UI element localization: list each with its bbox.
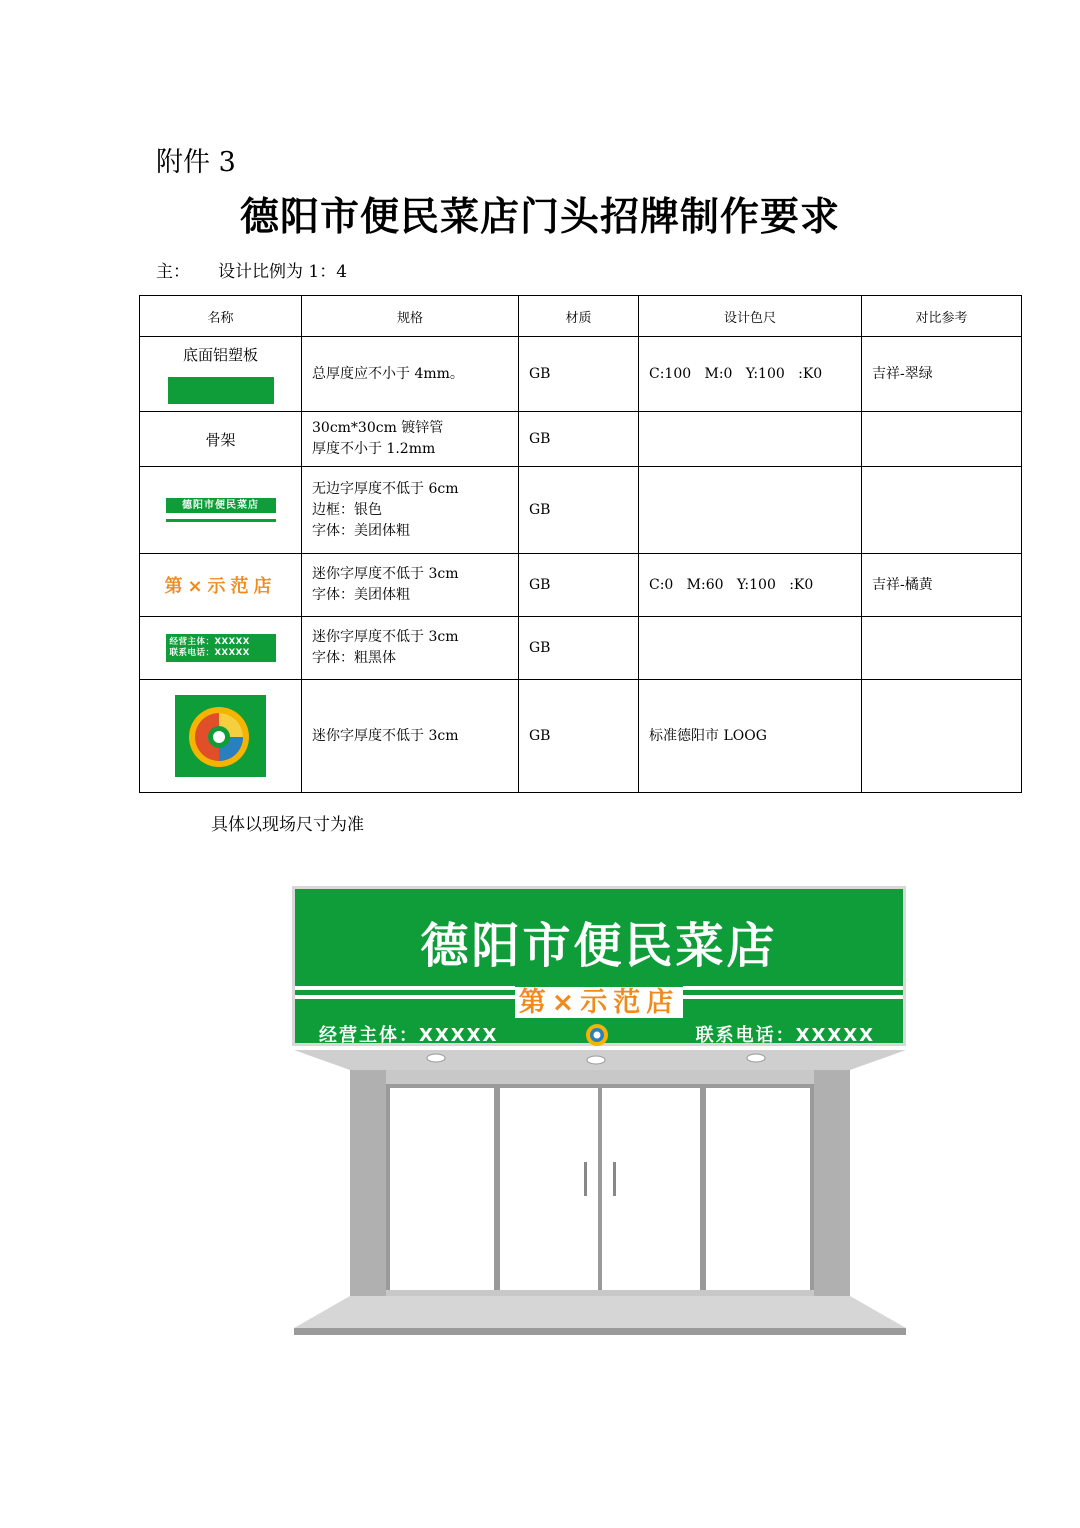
- mini-sign-preview: [166, 498, 276, 522]
- deyang-logo-icon: [175, 695, 266, 777]
- spec-line: 迷你字厚度不低于 3cm: [312, 629, 459, 645]
- row-color: C:100 M:0 Y:100 :K0: [639, 337, 862, 412]
- mini-sign-stripe: [166, 519, 276, 522]
- sign-operator: 经营主体：XXXXX: [319, 1025, 499, 1046]
- row-color: [639, 617, 862, 680]
- sign-phone: 联系电话：XXXXX: [695, 1025, 875, 1046]
- row-spec: [302, 467, 519, 554]
- storefront-drawing: [290, 884, 910, 1344]
- table-header-row: [140, 296, 1022, 337]
- row-spec: 迷你字厚度不低于 3cm: [302, 680, 519, 793]
- row-name: 底面铝塑板: [182, 346, 258, 364]
- deyang-logo: [175, 695, 266, 777]
- table-row: [140, 617, 1022, 680]
- orange-text-preview: 第×示范店: [164, 576, 277, 597]
- page-title: 德阳市便民菜店门头招牌制作要求: [239, 195, 840, 240]
- spec-line: 边框：银色: [312, 501, 382, 518]
- info-line: 联系电话：XXXXX: [169, 648, 250, 658]
- row-name: 骨架: [140, 412, 302, 467]
- table-row: [140, 412, 1022, 467]
- table-row: [140, 337, 1022, 412]
- row-reference: [862, 467, 1022, 554]
- row-material: GB: [519, 680, 639, 793]
- row-material: GB: [519, 412, 639, 467]
- row-reference: 吉祥-橘黄: [862, 554, 1022, 617]
- row-reference: [862, 680, 1022, 793]
- spec-line: 无边字厚度不低于 6cm: [312, 480, 459, 497]
- header-reference: 对比参考: [862, 296, 1022, 337]
- table-row: [140, 680, 1022, 793]
- row-spec: [302, 554, 519, 617]
- spec-line: 迷你字厚度不低于 3cm: [312, 566, 459, 582]
- table-row: [140, 554, 1022, 617]
- row-color: [639, 412, 862, 467]
- row-name-cell: [140, 617, 302, 680]
- note-text: 设计比例为 1：4: [218, 262, 348, 282]
- row-name-cell: [140, 467, 302, 554]
- attachment-label: 附件 3: [156, 147, 236, 178]
- note-label: 主：: [156, 262, 190, 282]
- info-line: 经营主体：XXXXX: [169, 637, 250, 647]
- sign-subtitle-text: 第×示范店: [515, 987, 684, 1018]
- spec-line: 厚度不小于 1.2mm: [312, 441, 436, 457]
- row-reference: [862, 617, 1022, 680]
- footer-note: 具体以现场尺寸为准: [211, 815, 364, 835]
- row-spec: [302, 412, 519, 467]
- green-swatch: [168, 377, 274, 404]
- header-spec: 规格: [302, 296, 519, 337]
- row-name-cell: [140, 337, 302, 412]
- row-name-cell: [140, 680, 302, 793]
- mini-sign-text: 德阳市便民菜店: [166, 498, 276, 513]
- spec-line: 字体：美团体粗: [312, 522, 410, 539]
- spec-line: 30cm*30cm 镀锌管: [312, 420, 444, 436]
- table-row: [140, 467, 1022, 554]
- row-spec: [302, 617, 519, 680]
- header-color: 设计色尺: [639, 296, 862, 337]
- row-spec: 总厚度应不小于 4mm。: [302, 337, 519, 412]
- row-reference: [862, 412, 1022, 467]
- row-material: GB: [519, 337, 639, 412]
- row-color: 标准德阳市 LOOG: [639, 680, 862, 793]
- row-material: GB: [519, 467, 639, 554]
- row-material: GB: [519, 617, 639, 680]
- spec-line: 字体：粗黑体: [312, 650, 396, 666]
- row-color: C:0 M:60 Y:100 :K0: [639, 554, 862, 617]
- design-ratio-note: [156, 257, 347, 282]
- header-material: 材质: [519, 296, 639, 337]
- row-color: [639, 467, 862, 554]
- header-name: 名称: [140, 296, 302, 337]
- row-reference: 吉祥-翠绿: [862, 337, 1022, 412]
- spec-table: [139, 295, 1022, 793]
- row-name-cell: [140, 554, 302, 617]
- info-box-preview: [166, 634, 276, 662]
- storefront-illustration: [290, 884, 910, 1344]
- sign-title: 德阳市便民菜店: [420, 918, 778, 974]
- row-material: GB: [519, 554, 639, 617]
- spec-line: 字体：美团体粗: [312, 587, 410, 603]
